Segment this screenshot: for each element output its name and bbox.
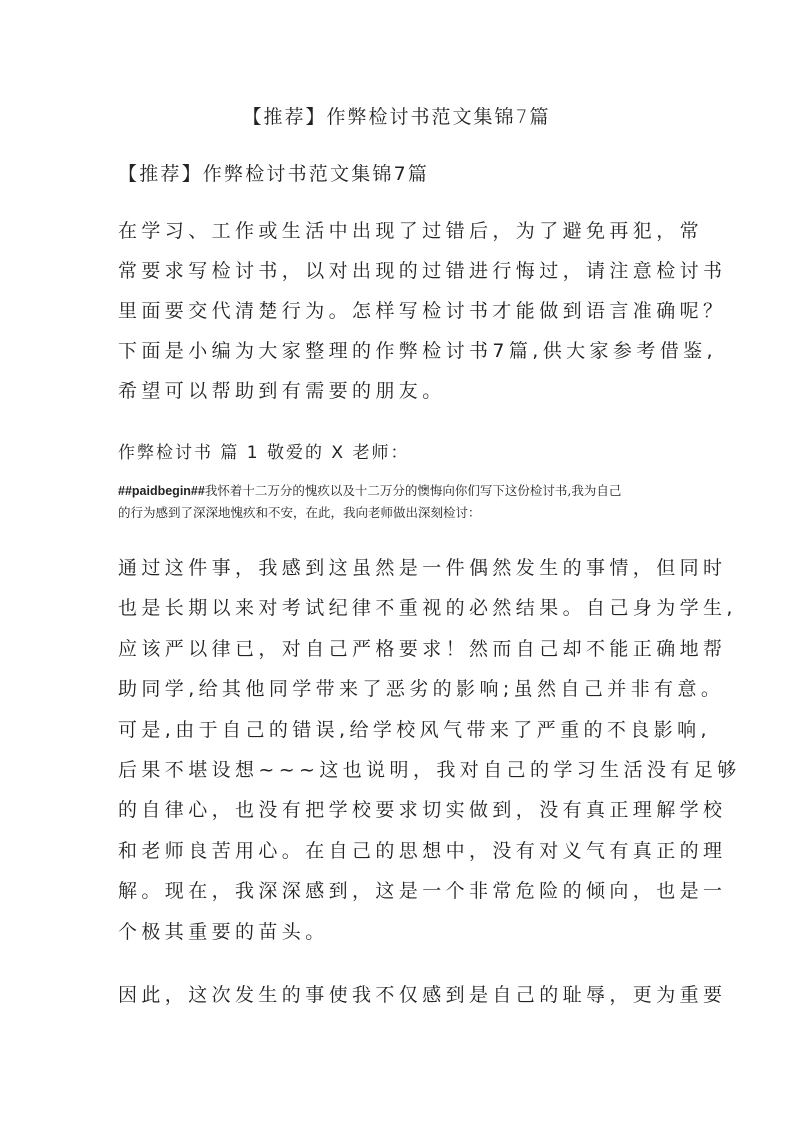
intro-line: 在学习、工作或生活中出现了过错后，为了避免再犯，常 (118, 220, 704, 242)
body-line: 解。现在，我深深感到，这是一个非常危险的倾向，也是一 (118, 880, 727, 903)
intro-line: 下面是小编为大家整理的作弊检讨书7篇,供大家参考借鉴, (118, 340, 717, 362)
body-line: 的自律心，也没有把学校要求切实做到，没有真正理解学校 (118, 799, 727, 822)
paid-marker: ##paidbegin## (118, 484, 205, 498)
document-subtitle: 【推荐】作弊检讨书范文集锦7篇 (118, 163, 430, 185)
body-paragraph (118, 975, 727, 1015)
body-line: 通过这件事，我感到这虽然是一件偶然发生的事情，但同时 (118, 557, 727, 579)
body-line: 因此，这次发生的事使我不仅感到是自己的耻辱，更为重要 (118, 984, 727, 1006)
body-line: 可是,由于自己的错误,给学校风气带来了严重的不良影响, (118, 718, 711, 741)
section-heading: 作弊检讨书 篇 1 敬爱的 X 老师： (118, 443, 410, 463)
intro-paragraph (118, 211, 727, 411)
opening-line: 的行为感到了深深地愧疚和不安，在此，我向老师做出深刻检讨： (118, 505, 481, 520)
body-line: 个极其重要的苗头。 (118, 920, 329, 943)
body-paragraph (118, 548, 741, 952)
body-line: 助同学,给其他同学带来了恶劣的影响;虽然自己并非有意。 (118, 678, 725, 701)
intro-line: 常要求写检讨书，以对出现的过错进行悔过，请注意检讨书 (118, 260, 727, 282)
body-line: 后果不堪设想~~~这也说明，我对自己的学习生活没有足够 (118, 759, 741, 782)
body-line: 也是长期以来对考试纪律不重视的必然结果。自己身为学生, (118, 597, 737, 620)
intro-line: 希望可以帮助到有需要的朋友。 (118, 380, 446, 402)
opening-paragraph (118, 480, 688, 524)
body-line: 和老师良苦用心。在自己的思想中，没有对义气有真正的理 (118, 839, 727, 862)
opening-line (118, 480, 688, 502)
body-line: 应该严以律已，对自己严格要求！然而自己却不能正确地帮 (118, 637, 727, 660)
opening-line-text: 我怀着十二万分的愧疚以及十二万分的懊悔向你们写下这份检讨书,我为自己 (204, 483, 622, 498)
intro-line: 里面要交代清楚行为。怎样写检讨书才能做到语言准确呢？ (118, 300, 727, 322)
document-title: 【推荐】作弊检讨书范文集锦7篇 (242, 106, 551, 128)
